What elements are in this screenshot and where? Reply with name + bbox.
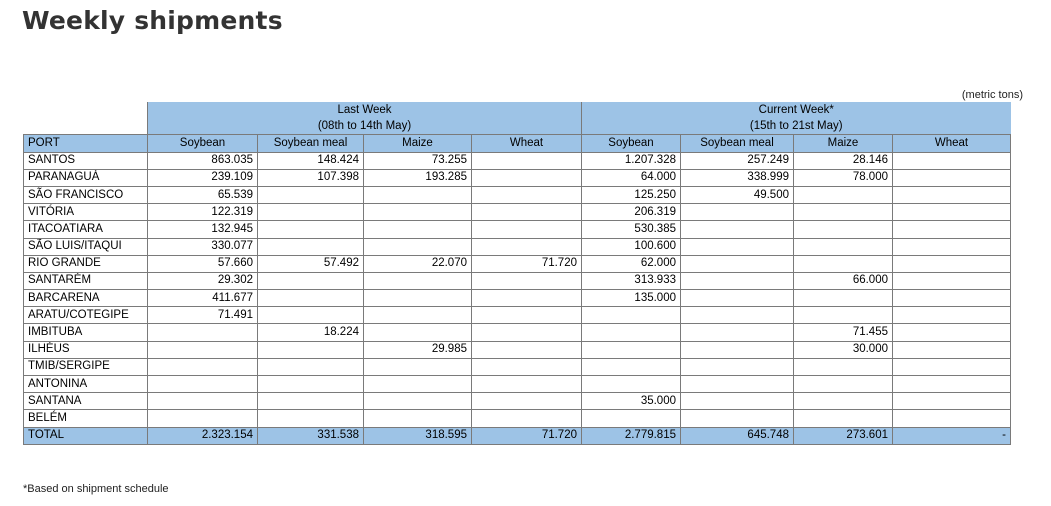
value-cell: 530.385 bbox=[582, 221, 681, 238]
value-cell bbox=[364, 290, 472, 307]
group-header-blank bbox=[24, 118, 148, 135]
value-cell: 78.000 bbox=[794, 169, 893, 186]
value-cell: 1.207.328 bbox=[582, 152, 681, 169]
value-cell: 135.000 bbox=[582, 290, 681, 307]
port-name-cell: SÃO LUIS/ITAQUI bbox=[24, 238, 148, 255]
column-header: Maize bbox=[364, 135, 472, 152]
port-name-cell: SANTARÉM bbox=[24, 272, 148, 289]
value-cell bbox=[364, 376, 472, 393]
value-cell bbox=[893, 358, 1011, 375]
shipments-table bbox=[23, 102, 1011, 445]
value-cell bbox=[258, 393, 364, 410]
value-cell bbox=[148, 341, 258, 358]
column-header: Soybean bbox=[582, 135, 681, 152]
value-cell bbox=[258, 204, 364, 221]
value-cell bbox=[893, 238, 1011, 255]
port-name-cell: BARCARENA bbox=[24, 290, 148, 307]
port-name-cell: ILHÉUS bbox=[24, 341, 148, 358]
value-cell bbox=[364, 307, 472, 324]
table-row bbox=[24, 393, 1011, 410]
value-cell bbox=[681, 358, 794, 375]
value-cell: 64.000 bbox=[582, 169, 681, 186]
value-cell bbox=[364, 221, 472, 238]
value-cell bbox=[794, 238, 893, 255]
value-cell bbox=[794, 410, 893, 427]
value-cell bbox=[893, 393, 1011, 410]
current-week-title: Current Week* bbox=[582, 102, 1011, 118]
value-cell bbox=[582, 307, 681, 324]
value-cell bbox=[893, 255, 1011, 272]
footnote: *Based on shipment schedule bbox=[23, 483, 169, 495]
group-header-row-1 bbox=[24, 102, 1011, 118]
value-cell bbox=[681, 272, 794, 289]
port-name-cell: SANTANA bbox=[24, 393, 148, 410]
value-cell bbox=[582, 324, 681, 341]
value-cell bbox=[681, 204, 794, 221]
table-row bbox=[24, 410, 1011, 427]
value-cell bbox=[681, 221, 794, 238]
value-cell: 239.109 bbox=[148, 169, 258, 186]
value-cell bbox=[794, 255, 893, 272]
value-cell bbox=[681, 324, 794, 341]
table-row bbox=[24, 376, 1011, 393]
port-name-cell: VITÓRIA bbox=[24, 204, 148, 221]
value-cell: 22.070 bbox=[364, 255, 472, 272]
value-cell bbox=[258, 238, 364, 255]
value-cell: 132.945 bbox=[148, 221, 258, 238]
column-header: Wheat bbox=[472, 135, 582, 152]
value-cell: 29.302 bbox=[148, 272, 258, 289]
value-cell bbox=[258, 341, 364, 358]
value-cell: 29.985 bbox=[364, 341, 472, 358]
value-cell bbox=[681, 238, 794, 255]
value-cell: 57.492 bbox=[258, 255, 364, 272]
value-cell bbox=[582, 410, 681, 427]
column-header-port: PORT bbox=[24, 135, 148, 152]
port-name-cell: SÃO FRANCISCO bbox=[24, 186, 148, 203]
column-header: Soybean meal bbox=[681, 135, 794, 152]
table-row bbox=[24, 341, 1011, 358]
port-name-cell: ARATU/COTEGIPE bbox=[24, 307, 148, 324]
value-cell bbox=[148, 358, 258, 375]
table-row bbox=[24, 255, 1011, 272]
value-cell bbox=[681, 341, 794, 358]
value-cell bbox=[148, 324, 258, 341]
value-cell bbox=[364, 324, 472, 341]
table-row bbox=[24, 238, 1011, 255]
last-week-range: (08th to 14th May) bbox=[148, 118, 582, 135]
table-row bbox=[24, 204, 1011, 221]
value-cell bbox=[472, 358, 582, 375]
value-cell bbox=[893, 324, 1011, 341]
units-label: (metric tons) bbox=[961, 89, 1023, 101]
total-label: TOTAL bbox=[24, 427, 148, 444]
total-row bbox=[24, 427, 1011, 444]
value-cell bbox=[472, 186, 582, 203]
value-cell bbox=[472, 324, 582, 341]
value-cell bbox=[893, 410, 1011, 427]
value-cell bbox=[794, 393, 893, 410]
value-cell bbox=[893, 169, 1011, 186]
value-cell bbox=[681, 255, 794, 272]
value-cell bbox=[681, 290, 794, 307]
total-cell: - bbox=[893, 427, 1011, 444]
port-name-cell: IMBITUBA bbox=[24, 324, 148, 341]
value-cell: 206.319 bbox=[582, 204, 681, 221]
table-body bbox=[24, 152, 1011, 427]
port-name-cell: ITACOATIARA bbox=[24, 221, 148, 238]
value-cell bbox=[893, 307, 1011, 324]
table-row bbox=[24, 186, 1011, 203]
group-header-blank bbox=[24, 102, 148, 118]
value-cell: 107.398 bbox=[258, 169, 364, 186]
value-cell bbox=[893, 290, 1011, 307]
last-week-title: Last Week bbox=[148, 102, 582, 118]
total-cell: 71.720 bbox=[472, 427, 582, 444]
value-cell: 66.000 bbox=[794, 272, 893, 289]
value-cell bbox=[364, 410, 472, 427]
table-row bbox=[24, 169, 1011, 186]
value-cell bbox=[893, 272, 1011, 289]
current-week-range: (15th to 21st May) bbox=[582, 118, 1011, 135]
value-cell bbox=[681, 410, 794, 427]
value-cell bbox=[258, 358, 364, 375]
port-name-cell: SANTOS bbox=[24, 152, 148, 169]
value-cell: 30.000 bbox=[794, 341, 893, 358]
column-header: Soybean meal bbox=[258, 135, 364, 152]
value-cell: 71.491 bbox=[148, 307, 258, 324]
value-cell bbox=[258, 410, 364, 427]
value-cell bbox=[893, 186, 1011, 203]
value-cell: 49.500 bbox=[681, 186, 794, 203]
value-cell bbox=[364, 272, 472, 289]
value-cell: 71.720 bbox=[472, 255, 582, 272]
value-cell bbox=[472, 290, 582, 307]
value-cell bbox=[364, 186, 472, 203]
value-cell bbox=[472, 393, 582, 410]
value-cell bbox=[893, 204, 1011, 221]
value-cell bbox=[472, 272, 582, 289]
value-cell bbox=[582, 341, 681, 358]
value-cell: 35.000 bbox=[582, 393, 681, 410]
value-cell bbox=[258, 221, 364, 238]
table-row bbox=[24, 358, 1011, 375]
total-cell: 2.779.815 bbox=[582, 427, 681, 444]
value-cell: 71.455 bbox=[794, 324, 893, 341]
value-cell: 330.077 bbox=[148, 238, 258, 255]
value-cell bbox=[472, 376, 582, 393]
value-cell: 73.255 bbox=[364, 152, 472, 169]
value-cell bbox=[364, 358, 472, 375]
value-cell bbox=[681, 376, 794, 393]
value-cell bbox=[258, 307, 364, 324]
value-cell bbox=[893, 376, 1011, 393]
column-header: Soybean bbox=[148, 135, 258, 152]
value-cell: 193.285 bbox=[364, 169, 472, 186]
value-cell: 863.035 bbox=[148, 152, 258, 169]
port-name-cell: BELÉM bbox=[24, 410, 148, 427]
table-row bbox=[24, 324, 1011, 341]
total-cell: 331.538 bbox=[258, 427, 364, 444]
value-cell bbox=[258, 272, 364, 289]
value-cell: 411.677 bbox=[148, 290, 258, 307]
value-cell bbox=[472, 221, 582, 238]
value-cell bbox=[472, 204, 582, 221]
column-header: Wheat bbox=[893, 135, 1011, 152]
value-cell: 65.539 bbox=[148, 186, 258, 203]
value-cell bbox=[893, 341, 1011, 358]
value-cell: 28.146 bbox=[794, 152, 893, 169]
table-row bbox=[24, 272, 1011, 289]
value-cell: 18.224 bbox=[258, 324, 364, 341]
value-cell: 100.600 bbox=[582, 238, 681, 255]
value-cell: 257.249 bbox=[681, 152, 794, 169]
port-name-cell: PARANAGUÁ bbox=[24, 169, 148, 186]
value-cell: 62.000 bbox=[582, 255, 681, 272]
value-cell bbox=[582, 358, 681, 375]
value-cell: 122.319 bbox=[148, 204, 258, 221]
value-cell bbox=[582, 376, 681, 393]
value-cell bbox=[794, 307, 893, 324]
total-cell: 318.595 bbox=[364, 427, 472, 444]
value-cell bbox=[364, 238, 472, 255]
value-cell bbox=[794, 290, 893, 307]
value-cell bbox=[794, 376, 893, 393]
column-header: Maize bbox=[794, 135, 893, 152]
value-cell bbox=[148, 376, 258, 393]
value-cell bbox=[472, 169, 582, 186]
value-cell bbox=[472, 410, 582, 427]
port-name-cell: ANTONINA bbox=[24, 376, 148, 393]
table-row bbox=[24, 221, 1011, 238]
value-cell bbox=[148, 393, 258, 410]
value-cell bbox=[364, 204, 472, 221]
total-cell: 645.748 bbox=[681, 427, 794, 444]
column-header-row bbox=[24, 135, 1011, 152]
value-cell bbox=[148, 410, 258, 427]
total-cell: 2.323.154 bbox=[148, 427, 258, 444]
port-name-cell: RIO GRANDE bbox=[24, 255, 148, 272]
value-cell bbox=[472, 152, 582, 169]
value-cell bbox=[364, 393, 472, 410]
table-row bbox=[24, 152, 1011, 169]
value-cell bbox=[794, 358, 893, 375]
value-cell bbox=[794, 221, 893, 238]
value-cell bbox=[893, 152, 1011, 169]
value-cell bbox=[681, 393, 794, 410]
total-cell: 273.601 bbox=[794, 427, 893, 444]
value-cell bbox=[794, 204, 893, 221]
value-cell bbox=[893, 221, 1011, 238]
value-cell: 148.424 bbox=[258, 152, 364, 169]
value-cell bbox=[258, 376, 364, 393]
value-cell bbox=[472, 307, 582, 324]
value-cell bbox=[794, 186, 893, 203]
value-cell bbox=[472, 238, 582, 255]
value-cell bbox=[258, 186, 364, 203]
value-cell: 125.250 bbox=[582, 186, 681, 203]
page-title: Weekly shipments bbox=[22, 6, 283, 35]
group-header-row-2 bbox=[24, 118, 1011, 135]
table-row bbox=[24, 290, 1011, 307]
table-row bbox=[24, 307, 1011, 324]
value-cell bbox=[258, 290, 364, 307]
value-cell: 338.999 bbox=[681, 169, 794, 186]
port-name-cell: TMIB/SERGIPE bbox=[24, 358, 148, 375]
value-cell: 313.933 bbox=[582, 272, 681, 289]
value-cell: 57.660 bbox=[148, 255, 258, 272]
value-cell bbox=[472, 341, 582, 358]
value-cell bbox=[681, 307, 794, 324]
